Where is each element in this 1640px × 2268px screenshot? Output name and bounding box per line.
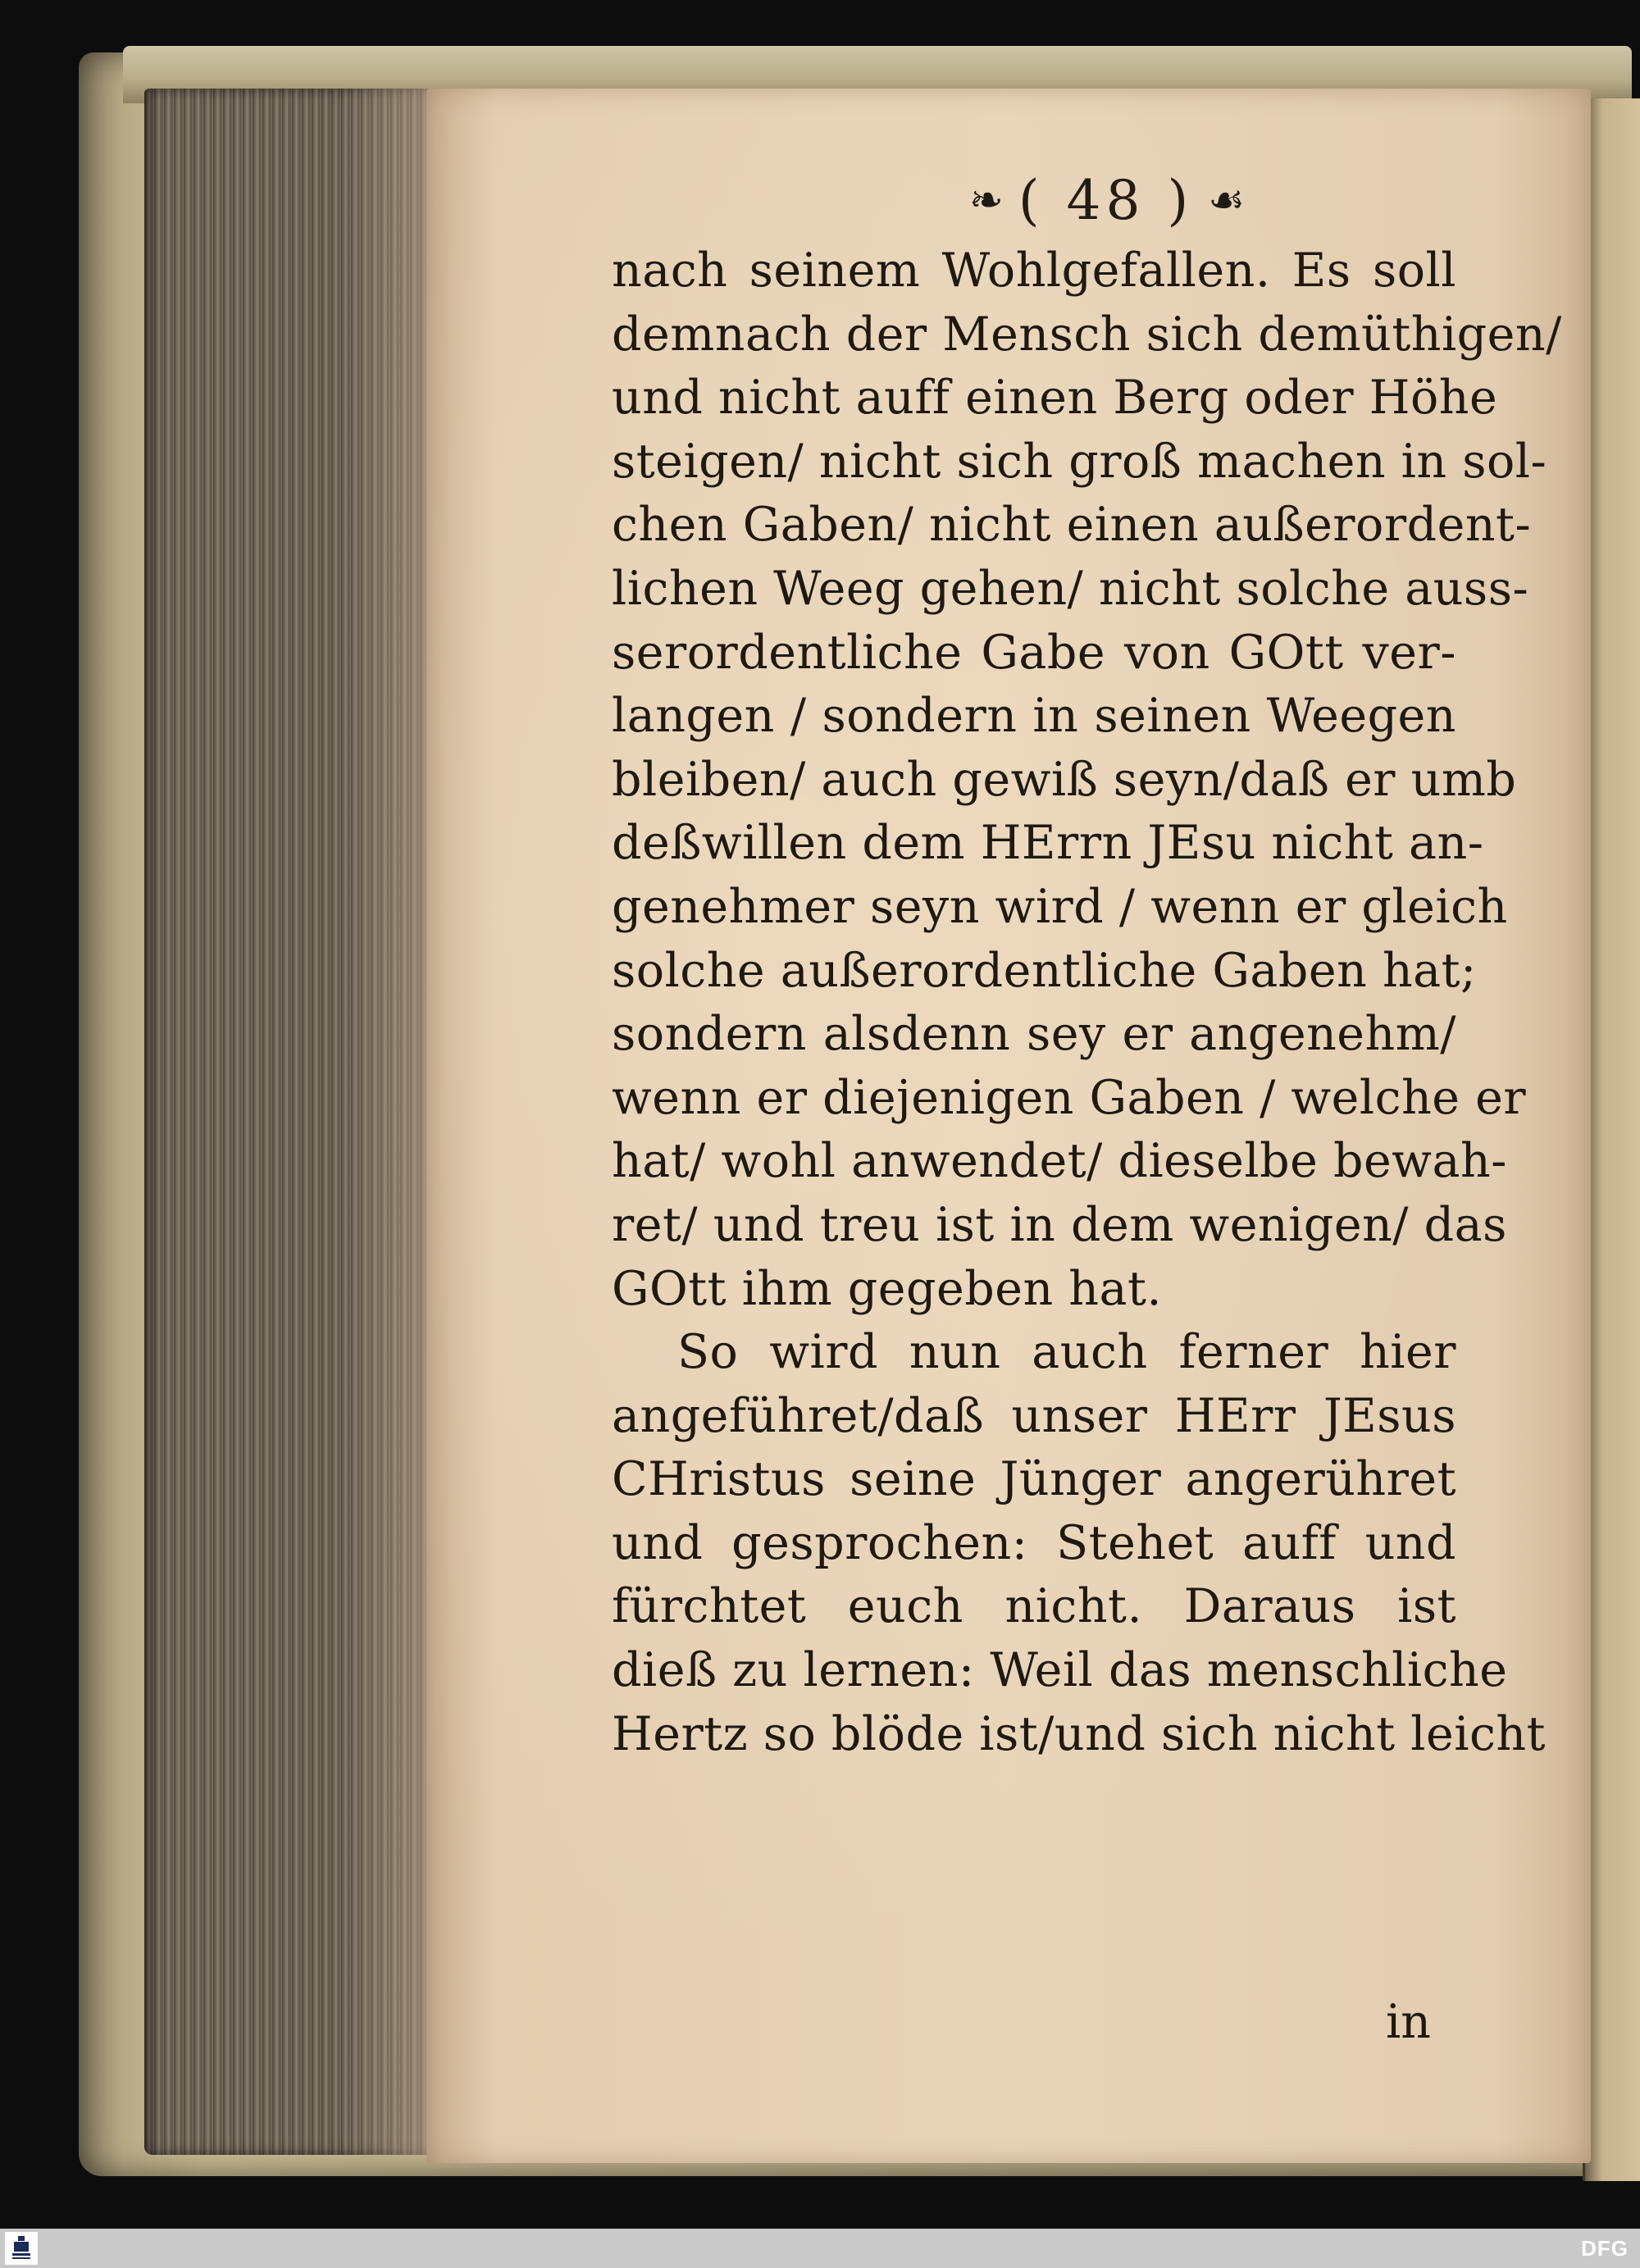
text-line: dieß zu lernen: Weil das menschliche <box>612 1643 1508 1698</box>
book-page <box>426 89 1591 2163</box>
text-line: solche außerordentliche Gaben hat; <box>612 943 1477 998</box>
text-line: ret/ und treu ist in dem wenigen/ das <box>612 1197 1507 1252</box>
text-line: hat/ wohl anwendet/ dieselbe bewah- <box>612 1134 1507 1189</box>
text-line: langen / sondern in seinen Weegen <box>612 689 1456 744</box>
text-line: So wird nun auch ferner hier <box>677 1325 1456 1380</box>
text-line: nach seinem Wohlgefallen. Es soll <box>612 244 1456 298</box>
text-line: steigen/ nicht sich groß machen in sol- <box>612 434 1547 489</box>
text-line: GOtt ihm gegeben hat. <box>612 1261 1163 1316</box>
text-line: deßwillen dem HErrn JEsu nicht an- <box>612 816 1484 871</box>
text-line: fürchtet euch nicht. Daraus ist <box>612 1579 1456 1634</box>
text-line: lichen Weeg gehen/ nicht solche auss- <box>612 561 1529 616</box>
text-line: und nicht auff einen Berg oder Höhe <box>612 371 1498 426</box>
text-line: sondern alsdenn sey er angenehm/ <box>612 1007 1456 1062</box>
body-text <box>612 239 1562 1766</box>
text-line: CHristus seine Jünger angerühret <box>612 1452 1456 1507</box>
page-edges <box>144 89 440 2155</box>
fleuron-left-icon: ❧ <box>968 176 1004 224</box>
text-line: demnach der Mensch sich demüthigen/ <box>612 307 1562 362</box>
text-line: serordentliche Gabe von GOtt ver- <box>612 625 1456 680</box>
dfg-logo[interactable]: DFG <box>1581 2236 1629 2261</box>
text-line: chen Gaben/ nicht einen außerordent- <box>612 498 1532 553</box>
fleuron-right-icon: ☙ <box>1208 176 1246 224</box>
text-line: genehmer seyn wird / wenn er gleich <box>612 879 1508 934</box>
text-line: angeführet/daß unser HErr JEsus <box>612 1388 1456 1443</box>
catchword: in <box>1386 1995 1431 2049</box>
viewer-footer <box>0 2229 1640 2268</box>
text-line: Hertz so blöde ist/und sich nicht leicht <box>612 1706 1546 1761</box>
library-crest-icon[interactable] <box>5 2232 38 2265</box>
crest-glyph <box>9 2234 34 2262</box>
page-number: ( 48 ) <box>1018 168 1194 232</box>
text-line: wenn er diejenigen Gaben / welche er <box>612 1070 1527 1125</box>
text-line: bleiben/ auch gewiß seyn/daß er umb <box>612 752 1517 807</box>
page-header <box>886 161 1328 239</box>
text-line: und gesprochen: Stehet auff und <box>612 1515 1456 1570</box>
facing-page-edge <box>1583 98 1640 2181</box>
